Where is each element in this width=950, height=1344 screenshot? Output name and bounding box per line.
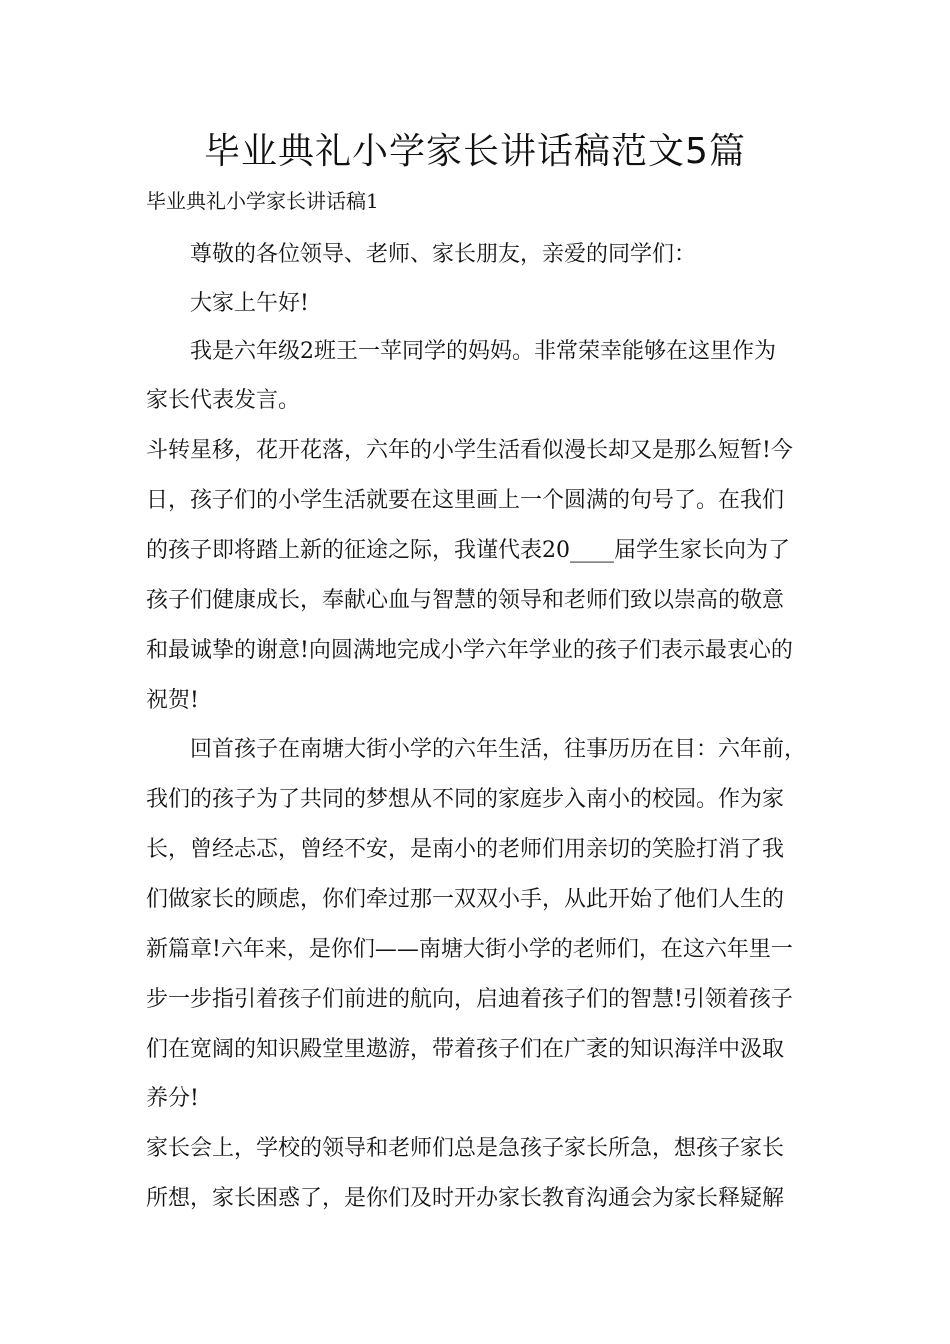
text-line: 家长代表发言。 [146, 388, 301, 413]
text-line: 我们的孩子为了共同的梦想从不同的家庭步入南小的校园。作为家 [146, 787, 785, 812]
text-line: 尊敬的各位领导、老师、家长朋友，亲爱的同学们： [190, 242, 697, 267]
text-line: 大家上午好! [190, 291, 309, 316]
text-line: 和最诚挚的谢意!向圆满地完成小学六年学业的孩子们表示最衷心的 [146, 638, 793, 663]
text-line: 家长会上，学校的领导和老师们总是急孩子家长所急，想孩子家长 [146, 1136, 785, 1161]
text-line: 养分! [146, 1086, 199, 1111]
text-line: 新篇章!六年来，是你们——南塘大街小学的老师们，在这六年里一 [146, 937, 793, 962]
text-line: 斗转星移，花开花落，六年的小学生活看似漫长却又是那么短暂!今 [146, 438, 793, 463]
text-line: 所想，家长困惑了，是你们及时开办家长教育沟通会为家长释疑解 [146, 1186, 785, 1211]
text-line: 我是六年级2班王一苹同学的妈妈。非常荣幸能够在这里作为 [190, 339, 776, 364]
section-heading: 毕业典礼小学家长讲话稿1 [146, 189, 379, 213]
text-line: 祝贺! [146, 688, 199, 713]
text-line: 日，孩子们的小学生活就要在这里画上一个圆满的句号了。在我们 [146, 488, 785, 513]
text-line: 回首孩子在南塘大街小学的六年生活，往事历历在目：六年前， [190, 737, 807, 762]
document-title: 毕业典礼小学家长讲话稿范文5篇 [204, 131, 746, 172]
text-line: 的孩子即将踏上新的征途之际，我谨代表20____届学生家长向为了 [146, 538, 790, 563]
text-line: 长，曾经忐忑，曾经不安，是南小的老师们用亲切的笑脸打消了我 [146, 837, 785, 862]
text-line: 步一步指引着孩子们前进的航向，启迪着孩子们的智慧!引领着孩子 [146, 987, 793, 1012]
text-line: 们做家长的顾虑，你们牵过那一双双小手，从此开始了他们人生的 [146, 887, 785, 912]
text-line: 孩子们健康成长，奉献心血与智慧的领导和老师们致以崇高的敬意 [146, 588, 785, 613]
text-line: 们在宽阔的知识殿堂里遨游，带着孩子们在广袤的知识海洋中汲取 [146, 1037, 785, 1062]
